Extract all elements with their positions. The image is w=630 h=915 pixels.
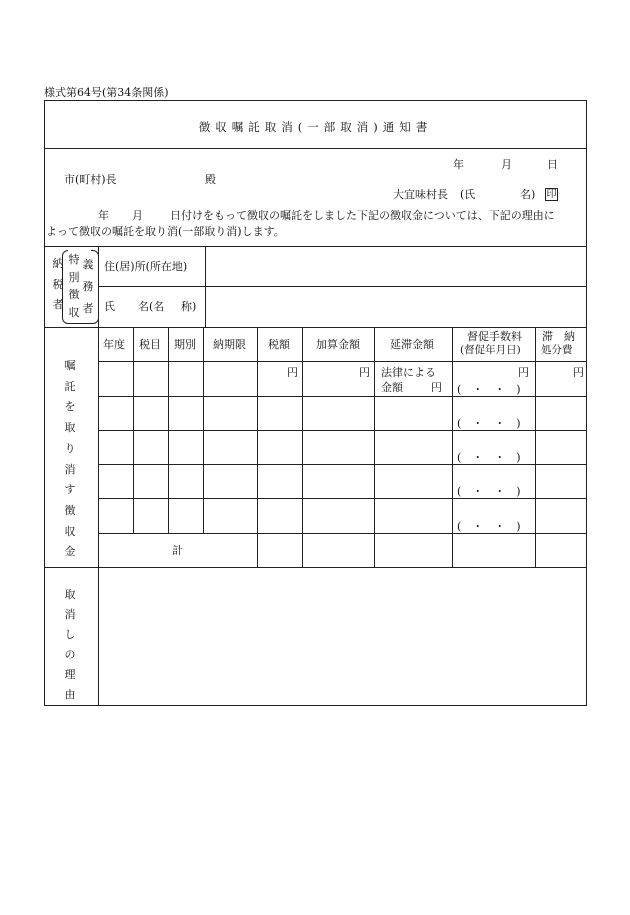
- col-header-due: 納期限: [213, 338, 246, 351]
- legal-amount-unit: 円: [431, 381, 442, 394]
- address-label: 住(居)所(所在地): [104, 260, 188, 273]
- col-header-period: 期別: [174, 338, 196, 351]
- reminder-date-field: ( ・ ・ ): [457, 451, 521, 464]
- special-collector-char: 収: [68, 305, 80, 319]
- reminder-date-field: ( ・ ・ ): [457, 485, 521, 498]
- col-header-delinquency: 延滞金額: [390, 338, 434, 351]
- legal-amount-line1: 法律による: [381, 366, 436, 379]
- date-month-label: 月: [501, 158, 512, 171]
- collection-label-char: 託: [64, 379, 76, 393]
- col-header-year: 年度: [103, 338, 125, 351]
- recipient-title: 市(町村)長: [64, 173, 117, 186]
- col-line: [257, 327, 258, 567]
- disposition-unit: 円: [573, 366, 584, 379]
- col-line: [302, 327, 303, 567]
- collection-label-char: 金: [64, 545, 76, 559]
- sender-name-open: (氏: [460, 188, 476, 201]
- title-divider: [44, 148, 587, 149]
- taxpayer-block-bottom: [44, 327, 587, 328]
- body-month-label: 月: [132, 209, 143, 222]
- reason-label-char: 取: [64, 588, 76, 601]
- reason-label-char: 消: [64, 608, 76, 621]
- taxpayer-label-char: 納: [52, 257, 64, 270]
- name-label-a: 氏: [104, 300, 115, 313]
- special-collector-char: 別: [68, 270, 80, 284]
- sender-title: 大宜味村長: [393, 188, 448, 201]
- col-header-tax-item: 税目: [139, 338, 161, 351]
- header-row-bottom: [98, 361, 587, 362]
- recipient-honorific: 殿: [205, 173, 216, 186]
- collection-label-char: す: [64, 483, 76, 497]
- body-year-label: 年: [98, 209, 109, 222]
- col-line: [374, 327, 375, 567]
- surcharge-unit: 円: [359, 366, 370, 379]
- collection-label-char: を: [64, 400, 76, 414]
- body-text-line2: よって徴収の嘱託を取り消(一部取り消)します。: [46, 225, 285, 238]
- legal-amount-line2: 金額: [381, 381, 403, 394]
- form-title: 徴収嘱託取消(一部取消)通知書: [198, 120, 433, 134]
- reason-label-char: の: [64, 648, 76, 661]
- collection-label-divider: [98, 327, 99, 567]
- reason-label-char: 由: [64, 688, 76, 701]
- collection-label-char: 消: [64, 462, 76, 476]
- special-collector-char: 務: [82, 280, 94, 293]
- taxpayer-label-char: 税: [52, 277, 64, 291]
- body-text-line1: 日付けをもって徴収の嘱託をしました下記の徴収金については、下記の理由に: [170, 209, 555, 222]
- special-collector-label-col2: [78, 254, 98, 320]
- collection-block-bottom: [44, 567, 587, 568]
- reason-label-char: し: [64, 628, 76, 641]
- collection-label: [60, 356, 80, 563]
- reminder-date-field: ( ・ ・ ): [457, 520, 521, 533]
- collection-label-char: 嘱: [64, 359, 76, 372]
- seal-mark: 印: [546, 189, 557, 200]
- form-frame: [44, 100, 587, 706]
- reason-label-divider: [98, 567, 99, 706]
- reminder-fee-unit: 円: [518, 366, 529, 379]
- taxpayer-label-char: 者: [52, 298, 64, 312]
- collection-label-char: り: [64, 441, 76, 455]
- sender-name-close: 名): [520, 188, 536, 201]
- tax-amount-unit: 円: [287, 366, 298, 379]
- special-collector-char: 義: [82, 258, 94, 271]
- col-header-reminder-fee: 督促手数料: [467, 330, 522, 343]
- col-header-disposition-1: 滞 納: [542, 330, 575, 343]
- date-year-label: 年: [453, 158, 464, 171]
- col-header-tax-amount: 税額: [268, 338, 290, 351]
- special-collector-char: 徴: [68, 288, 80, 301]
- special-collector-char: 者: [82, 302, 94, 315]
- form-number: 様式第64号(第34条関係): [44, 86, 169, 99]
- header-divider: [44, 246, 587, 247]
- reason-label-char: 理: [64, 668, 76, 681]
- name-label-c: 称): [181, 300, 197, 313]
- collection-label-char: 徴: [64, 503, 76, 517]
- total-label: 計: [172, 544, 183, 557]
- col-header-disposition-2: 処分費: [541, 344, 573, 356]
- collection-label-char: 収: [64, 524, 76, 538]
- address-row-divider: [98, 286, 587, 287]
- col-line: [535, 327, 536, 567]
- collection-label-char: 取: [64, 421, 76, 435]
- reminder-date-field: ( ・ ・ ): [457, 417, 521, 430]
- reason-label: [60, 585, 80, 705]
- special-collector-char: 特: [68, 253, 80, 266]
- name-label-b: 名(名: [138, 300, 165, 313]
- col-header-reminder-date: (督促年月日): [460, 344, 521, 356]
- col-line: [452, 327, 453, 567]
- col-header-surcharge: 加算金額: [316, 338, 360, 351]
- reminder-date-field: ( ・ ・ ): [457, 383, 521, 396]
- date-day-label: 日: [547, 158, 558, 171]
